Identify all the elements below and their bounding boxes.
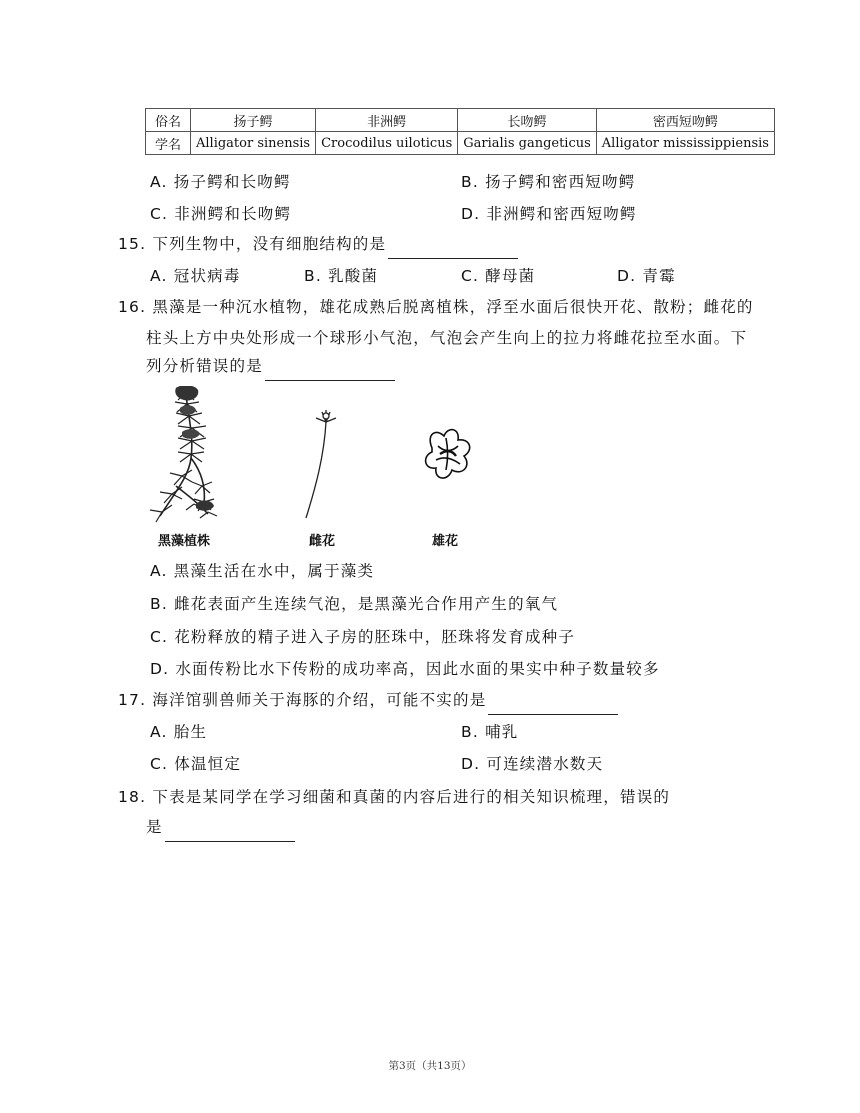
option-d[interactable]: D. 可连续潜水数天 — [461, 755, 604, 773]
question-stem-line: 下表是某同学在学习细菌和真菌的内容后进行的相关知识梳理，错误的 — [152, 788, 671, 806]
figure-label-female: 雌花 — [309, 534, 336, 549]
table-row — [146, 132, 775, 155]
option-d[interactable]: D. 非洲鳄和密西短吻鳄 — [461, 205, 637, 223]
female-flower-drawing — [306, 410, 336, 518]
question-16 — [118, 292, 754, 322]
option-a[interactable]: A. 胎生 — [150, 723, 208, 741]
table-cell: Garialis gangeticus — [458, 132, 597, 155]
table-cell: 长吻鳄 — [458, 109, 597, 132]
table-cell: Crocodilus uiloticus — [316, 132, 458, 155]
question-15 — [118, 229, 518, 259]
table-row — [146, 109, 775, 132]
option-a[interactable]: A. 扬子鳄和长吻鳄 — [150, 173, 291, 191]
question-stem-line-last — [146, 812, 295, 842]
hydrilla-figure — [146, 386, 491, 549]
figure-label-plant: 黑藻植株 — [158, 534, 211, 549]
option-c[interactable]: C. 非洲鳄和长吻鳄 — [150, 205, 292, 223]
table-cell: 密西短吻鳄 — [596, 109, 774, 132]
option-b[interactable]: B. 哺乳 — [461, 723, 519, 741]
option-d[interactable]: D. 青霉 — [617, 267, 676, 285]
option-b[interactable]: B. 乳酸菌 — [304, 267, 379, 285]
table-cell: 俗名 — [146, 109, 191, 132]
table-cell: 扬子鳄 — [191, 109, 316, 132]
answer-blank[interactable] — [488, 696, 618, 715]
option-c[interactable]: C. 花粉释放的精子进入子房的胚珠中，胚珠将发育成种子 — [150, 628, 576, 646]
option-d[interactable]: D. 水面传粉比水下传粉的成功率高，因此水面的果实中种子数量较多 — [150, 660, 660, 678]
question-number: 17. — [118, 691, 147, 709]
hydrilla-plant-drawing — [150, 386, 217, 522]
table-cell: Alligator mississippiensis — [596, 132, 774, 155]
male-flower-drawing — [426, 430, 470, 478]
question-stem: 海洋馆驯兽师关于海豚的介绍，可能不实的是 — [152, 691, 487, 709]
table-cell: 学名 — [146, 132, 191, 155]
question-18 — [118, 782, 670, 812]
page-footer: 第3页（共13页） — [388, 1060, 472, 1072]
figure-label-male: 雄花 — [432, 534, 459, 549]
option-c[interactable]: C. 体温恒定 — [150, 755, 242, 773]
answer-blank[interactable] — [388, 240, 518, 259]
answer-blank[interactable] — [265, 362, 395, 381]
question-17 — [118, 685, 618, 715]
question-stem-text: 是 — [146, 818, 163, 836]
hydrilla-illustration — [146, 386, 491, 526]
crocodile-name-table — [145, 108, 775, 155]
option-b[interactable]: B. 雌花表面产生连续气泡，是黑藻光合作用产生的氧气 — [150, 595, 559, 613]
question-stem-text: 列分析错误的是 — [146, 357, 263, 375]
question-number: 18. — [118, 788, 147, 806]
question-stem: 下列生物中，没有细胞结构的是 — [152, 235, 387, 253]
option-b[interactable]: B. 扬子鳄和密西短吻鳄 — [461, 173, 636, 191]
option-a[interactable]: A. 冠状病毒 — [150, 267, 241, 285]
option-c[interactable]: C. 酵母菌 — [461, 267, 536, 285]
question-stem-line: 柱头上方中央处形成一个球形小气泡，气泡会产生向上的拉力将雌花拉至水面。下 — [146, 329, 748, 347]
answer-blank[interactable] — [165, 823, 295, 842]
question-stem-line: 黑藻是一种沉水植物，雄花成熟后脱离植株，浮至水面后很快开花、散粉；雌花的 — [152, 298, 754, 316]
question-stem-line-last — [146, 351, 395, 381]
table-cell: 非洲鳄 — [316, 109, 458, 132]
question-number: 15. — [118, 235, 147, 253]
table-cell: Alligator sinensis — [191, 132, 316, 155]
question-number: 16. — [118, 298, 147, 316]
option-a[interactable]: A. 黑藻生活在水中，属于藻类 — [150, 562, 375, 580]
